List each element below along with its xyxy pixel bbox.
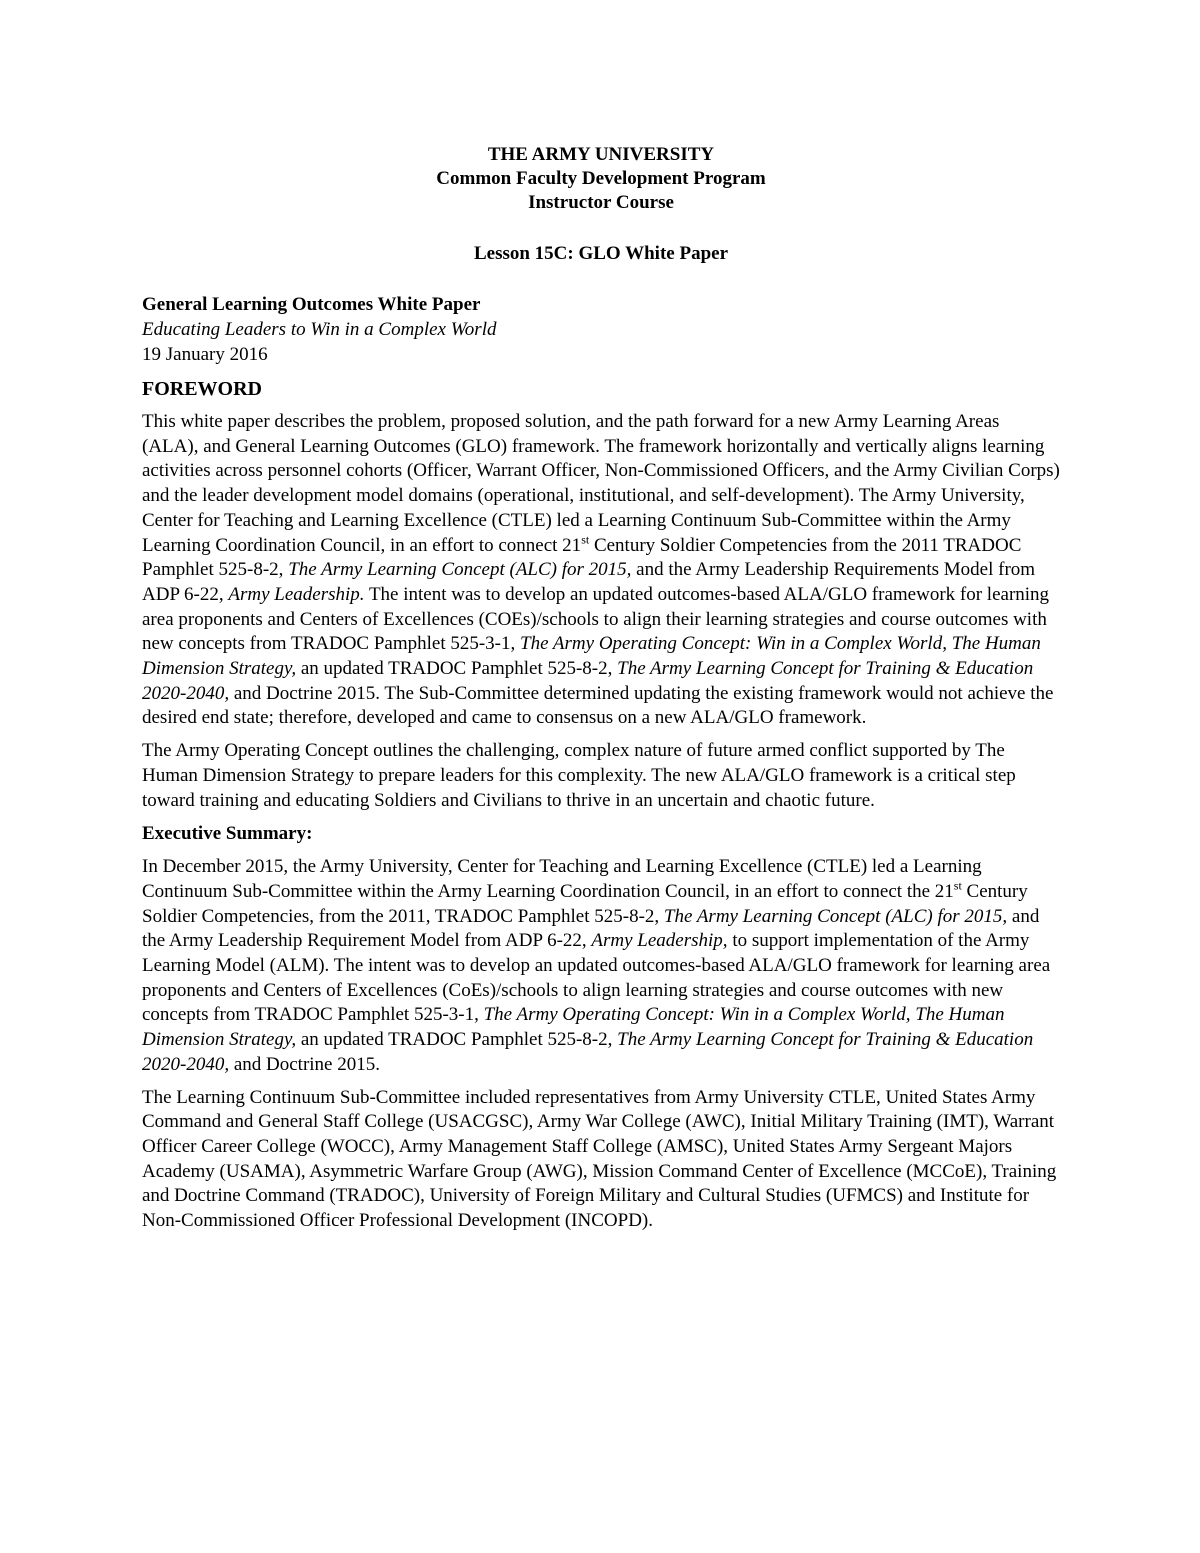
executive-summary-paragraph-2: The Learning Continuum Sub-Committee included representatives from Army University CTLE, United States Army Command and General Staff College (USACGSC), Army War College (AWC), Initial Military Training (IMT), Warrant Officer Career College (WOCC), Army Management Staff College (AMSC), United States Army Sergeant Majors Academy (USAMA), Asymmetric Warfare Group (AWG), Mission Command Center of Excellence (MCCoE), Training and Doctrine Command (TRADOC), University of Foreign Military and Cultural Studies (UFMCS) and Institute for Non-Commissioned Officer Professional Development (INCOPD). [142, 1086, 1057, 1232]
foreword-heading: FOREWORD [142, 378, 262, 400]
document-date: 19 January 2016 [142, 344, 268, 365]
foreword-paragraph-1: This white paper describes the problem, proposed solution, and the path forward for a new Army Learning Areas (ALA), and General Learning Outcomes (GLO) framework. The framework horizontally and vertically aligns learning activities across personnel cohorts (Officer, Warrant Officer, Non-Commissioned Officers, and the Army Civilian Corps) and the leader development model domains (operational, institutional, and self-development). The Army University, Center for Teaching and Learning Excellence (CTLE) led a Learning Continuum Sub-Committee within the Army Learning Coordination Council, in an effort to connect 21st Century Soldier Competencies from the 2011 TRADOC Pamphlet 525-8-2, The Army Learning Concept (ALC) for 2015, and the Army Leadership Requirements Model from ADP 6-22, Army Leadership. The intent was to develop an updated outcomes-based ALA/GLO framework for learning area proponents and Centers of Excellences (COEs)/schools to align their learning strategies and course outcomes with new concepts from TRADOC Pamphlet 525-3-1, The Army Operating Concept: Win in a Complex World, The Human Dimension Strategy, an updated TRADOC Pamphlet 525-8-2, The Army Learning Concept for Training & Education 2020-2040, and Doctrine 2015. The Sub-Committee determined updating the existing framework would not achieve the desired end state; therefore, developed and came to consensus on a new ALA/GLO framework. [142, 411, 1060, 729]
document-title: General Learning Outcomes White Paper [142, 294, 481, 315]
foreword-paragraph-2: The Army Operating Concept outlines the challenging, complex nature of future armed conflict supported by The Human Dimension Strategy to prepare leaders for this complexity. The new ALA/GLO framework is a critical step toward training and educating Soldiers and Civilians to thrive in an uncertain and chaotic future. [142, 740, 1016, 811]
executive-summary-heading: Executive Summary: [142, 823, 313, 845]
document-subtitle: Educating Leaders to Win in a Complex World [142, 319, 497, 340]
page-content [142, 143, 1060, 1234]
lesson-title: Lesson 15C: GLO White Paper [473, 243, 729, 264]
executive-summary-paragraph-1: In December 2015, the Army University, Center for Teaching and Learning Excellence (CTLE) led a Learning Continuum Sub-Committee within the Army Learning Coordination Council, in an effort to connect the 21st Century Soldier Competencies, from the 2011, TRADOC Pamphlet 525-8-2, The Army Learning Concept (ALC) for 2015, and the Army Leadership Requirement Model from ADP 6-22, Army Leadership, to support implementation of the Army Learning Model (ALM). The intent was to develop an updated outcomes-based ALA/GLO framework for learning area proponents and Centers of Excellences (CoEs)/schools to align learning strategies and course outcomes with new concepts from TRADOC Pamphlet 525-3-1, The Army Operating Concept: Win in a Complex World, The Human Dimension Strategy, an updated TRADOC Pamphlet 525-8-2, The Army Learning Concept for Training & Education 2020-2040, and Doctrine 2015. [142, 856, 1051, 1075]
program-title: Common Faculty Development Program [436, 168, 766, 189]
course-title: Instructor Course [528, 192, 674, 213]
institution-title: THE ARMY UNIVERSITY [487, 144, 715, 165]
